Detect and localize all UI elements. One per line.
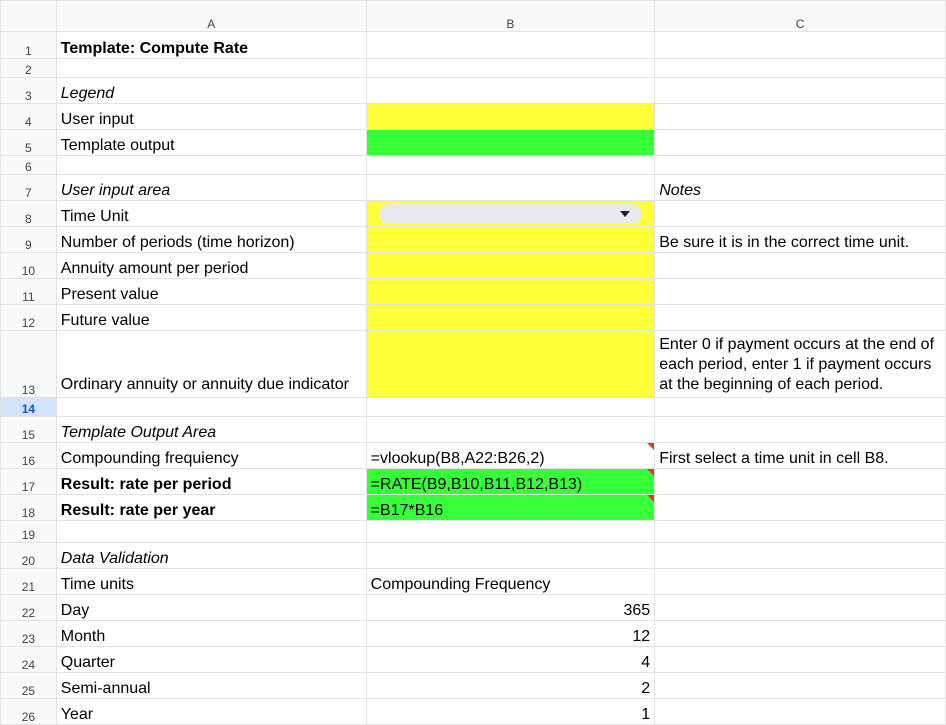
cell-c20[interactable]: [655, 543, 946, 569]
row-header[interactable]: 10: [1, 253, 57, 279]
cell-a4[interactable]: User input: [56, 104, 366, 130]
cell-b3[interactable]: [366, 78, 655, 104]
cell-c25[interactable]: [655, 673, 946, 699]
cell-c6[interactable]: [655, 156, 946, 175]
cell-a9[interactable]: Number of periods (time horizon): [56, 227, 366, 253]
row-header[interactable]: 21: [1, 569, 57, 595]
cell-a21[interactable]: Time units: [56, 569, 366, 595]
cell-a7[interactable]: User input area: [56, 175, 366, 201]
cell-b10[interactable]: [366, 253, 655, 279]
cell-b12[interactable]: [366, 305, 655, 331]
cell-c10[interactable]: [655, 253, 946, 279]
row-header[interactable]: 25: [1, 673, 57, 699]
row-header[interactable]: 1: [1, 32, 57, 59]
cell-c15[interactable]: [655, 417, 946, 443]
row-header[interactable]: 2: [1, 59, 57, 78]
cell-b8[interactable]: [366, 201, 655, 227]
cell-b16[interactable]: [366, 443, 655, 469]
note-indicator-icon: [647, 495, 654, 502]
cell-b16-text: =vlookup(B8,A22:B26,2): [370, 450, 545, 467]
cell-c26[interactable]: [655, 699, 946, 725]
row-header[interactable]: 4: [1, 104, 57, 130]
cell-b11[interactable]: [366, 279, 655, 305]
cell-b21[interactable]: Compounding Frequency: [366, 569, 655, 595]
cell-c12[interactable]: [655, 305, 946, 331]
cell-c5[interactable]: [655, 130, 946, 156]
row-header[interactable]: 15: [1, 417, 57, 443]
row-header[interactable]: 8: [1, 201, 57, 227]
row-header[interactable]: 6: [1, 156, 57, 175]
cell-a24[interactable]: Quarter: [56, 647, 366, 673]
cell-c4[interactable]: [655, 104, 946, 130]
cell-b19[interactable]: [366, 521, 655, 543]
cell-c21[interactable]: [655, 569, 946, 595]
column-header-b[interactable]: B: [366, 1, 655, 32]
cell-b5-legend-output[interactable]: [366, 130, 655, 156]
cell-c9[interactable]: Be sure it is in the correct time unit.: [655, 227, 946, 253]
cell-b18[interactable]: [366, 495, 655, 521]
cell-a5[interactable]: Template output: [56, 130, 366, 156]
cell-b1[interactable]: [366, 32, 655, 59]
cell-b25[interactable]: 2: [366, 673, 655, 699]
cell-b9[interactable]: [366, 227, 655, 253]
cell-c3[interactable]: [655, 78, 946, 104]
cell-b4-legend-input[interactable]: [366, 104, 655, 130]
cell-b13[interactable]: [366, 331, 655, 398]
row-header[interactable]: 26: [1, 699, 57, 725]
cell-b22[interactable]: 365: [366, 595, 655, 621]
cell-a23[interactable]: Month: [56, 621, 366, 647]
column-header-c[interactable]: C: [655, 1, 946, 32]
cell-a16[interactable]: Compounding frequiency: [56, 443, 366, 469]
cell-a14[interactable]: [56, 398, 366, 417]
cell-b6[interactable]: [366, 156, 655, 175]
cell-a3[interactable]: Legend: [56, 78, 366, 104]
row-header[interactable]: 16: [1, 443, 57, 469]
row-header[interactable]: 23: [1, 621, 57, 647]
cell-c7[interactable]: Notes: [655, 175, 946, 201]
cell-b17-text: =RATE(B9,B10,B11,B12,B13): [370, 476, 583, 493]
cell-a1[interactable]: Template: Compute Rate: [56, 32, 366, 59]
row-header[interactable]: 7: [1, 175, 57, 201]
column-header-a[interactable]: A: [56, 1, 366, 32]
select-all-corner[interactable]: [1, 1, 57, 32]
row-header[interactable]: 13: [1, 331, 57, 398]
cell-a25[interactable]: Semi-annual: [56, 673, 366, 699]
cell-c17[interactable]: [655, 469, 946, 495]
cell-b26[interactable]: 1: [366, 699, 655, 725]
row-header[interactable]: 5: [1, 130, 57, 156]
row-header[interactable]: 11: [1, 279, 57, 305]
cell-b15[interactable]: [366, 417, 655, 443]
row-header[interactable]: 22: [1, 595, 57, 621]
note-indicator-icon: [647, 469, 654, 476]
cell-c2[interactable]: [655, 59, 946, 78]
row-header[interactable]: 19: [1, 521, 57, 543]
cell-b20[interactable]: [366, 543, 655, 569]
cell-c18[interactable]: [655, 495, 946, 521]
row-header[interactable]: 17: [1, 469, 57, 495]
cell-c22[interactable]: [655, 595, 946, 621]
cell-a11[interactable]: Present value: [56, 279, 366, 305]
cell-a12[interactable]: Future value: [56, 305, 366, 331]
row-header[interactable]: 20: [1, 543, 57, 569]
cell-b2[interactable]: [366, 59, 655, 78]
cell-c23[interactable]: [655, 621, 946, 647]
cell-a18[interactable]: Result: rate per year: [56, 495, 366, 521]
note-indicator-icon: [647, 443, 654, 450]
cell-c24[interactable]: [655, 647, 946, 673]
row-header-selected[interactable]: 14: [1, 398, 57, 417]
row-header[interactable]: 24: [1, 647, 57, 673]
cell-b7[interactable]: [366, 175, 655, 201]
cell-c8[interactable]: [655, 201, 946, 227]
cell-a17[interactable]: Result: rate per period: [56, 469, 366, 495]
cell-a15[interactable]: Template Output Area: [56, 417, 366, 443]
cell-a6[interactable]: [56, 156, 366, 175]
cell-a19[interactable]: [56, 521, 366, 543]
cell-c19[interactable]: [655, 521, 946, 543]
cell-a10[interactable]: Annuity amount per period: [56, 253, 366, 279]
cell-c14[interactable]: [655, 398, 946, 417]
cell-a22[interactable]: Day: [56, 595, 366, 621]
cell-b17[interactable]: [366, 469, 655, 495]
chevron-down-icon: [620, 211, 630, 217]
cell-b24[interactable]: 4: [366, 647, 655, 673]
cell-a20[interactable]: Data Validation: [56, 543, 366, 569]
row-header[interactable]: 3: [1, 78, 57, 104]
cell-c13[interactable]: Enter 0 if payment occurs at the end of each period, enter 1 if payment occurs at the beginning of each period.: [655, 331, 946, 398]
cell-b18-text: =B17*B16: [370, 502, 444, 519]
cell-b14[interactable]: [366, 398, 655, 417]
cell-b23[interactable]: 12: [366, 621, 655, 647]
row-header[interactable]: 12: [1, 305, 57, 331]
cell-c11[interactable]: [655, 279, 946, 305]
row-header[interactable]: 18: [1, 495, 57, 521]
cell-a2[interactable]: [56, 59, 366, 78]
row-header[interactable]: 9: [1, 227, 57, 253]
cell-a26[interactable]: Year: [56, 699, 366, 725]
cell-c1[interactable]: [655, 32, 946, 59]
cell-a8[interactable]: Time Unit: [56, 201, 366, 227]
cell-a13[interactable]: Ordinary annuity or annuity due indicator: [56, 331, 366, 398]
time-unit-dropdown[interactable]: [379, 204, 643, 224]
cell-c16[interactable]: First select a time unit in cell B8.: [655, 443, 946, 469]
